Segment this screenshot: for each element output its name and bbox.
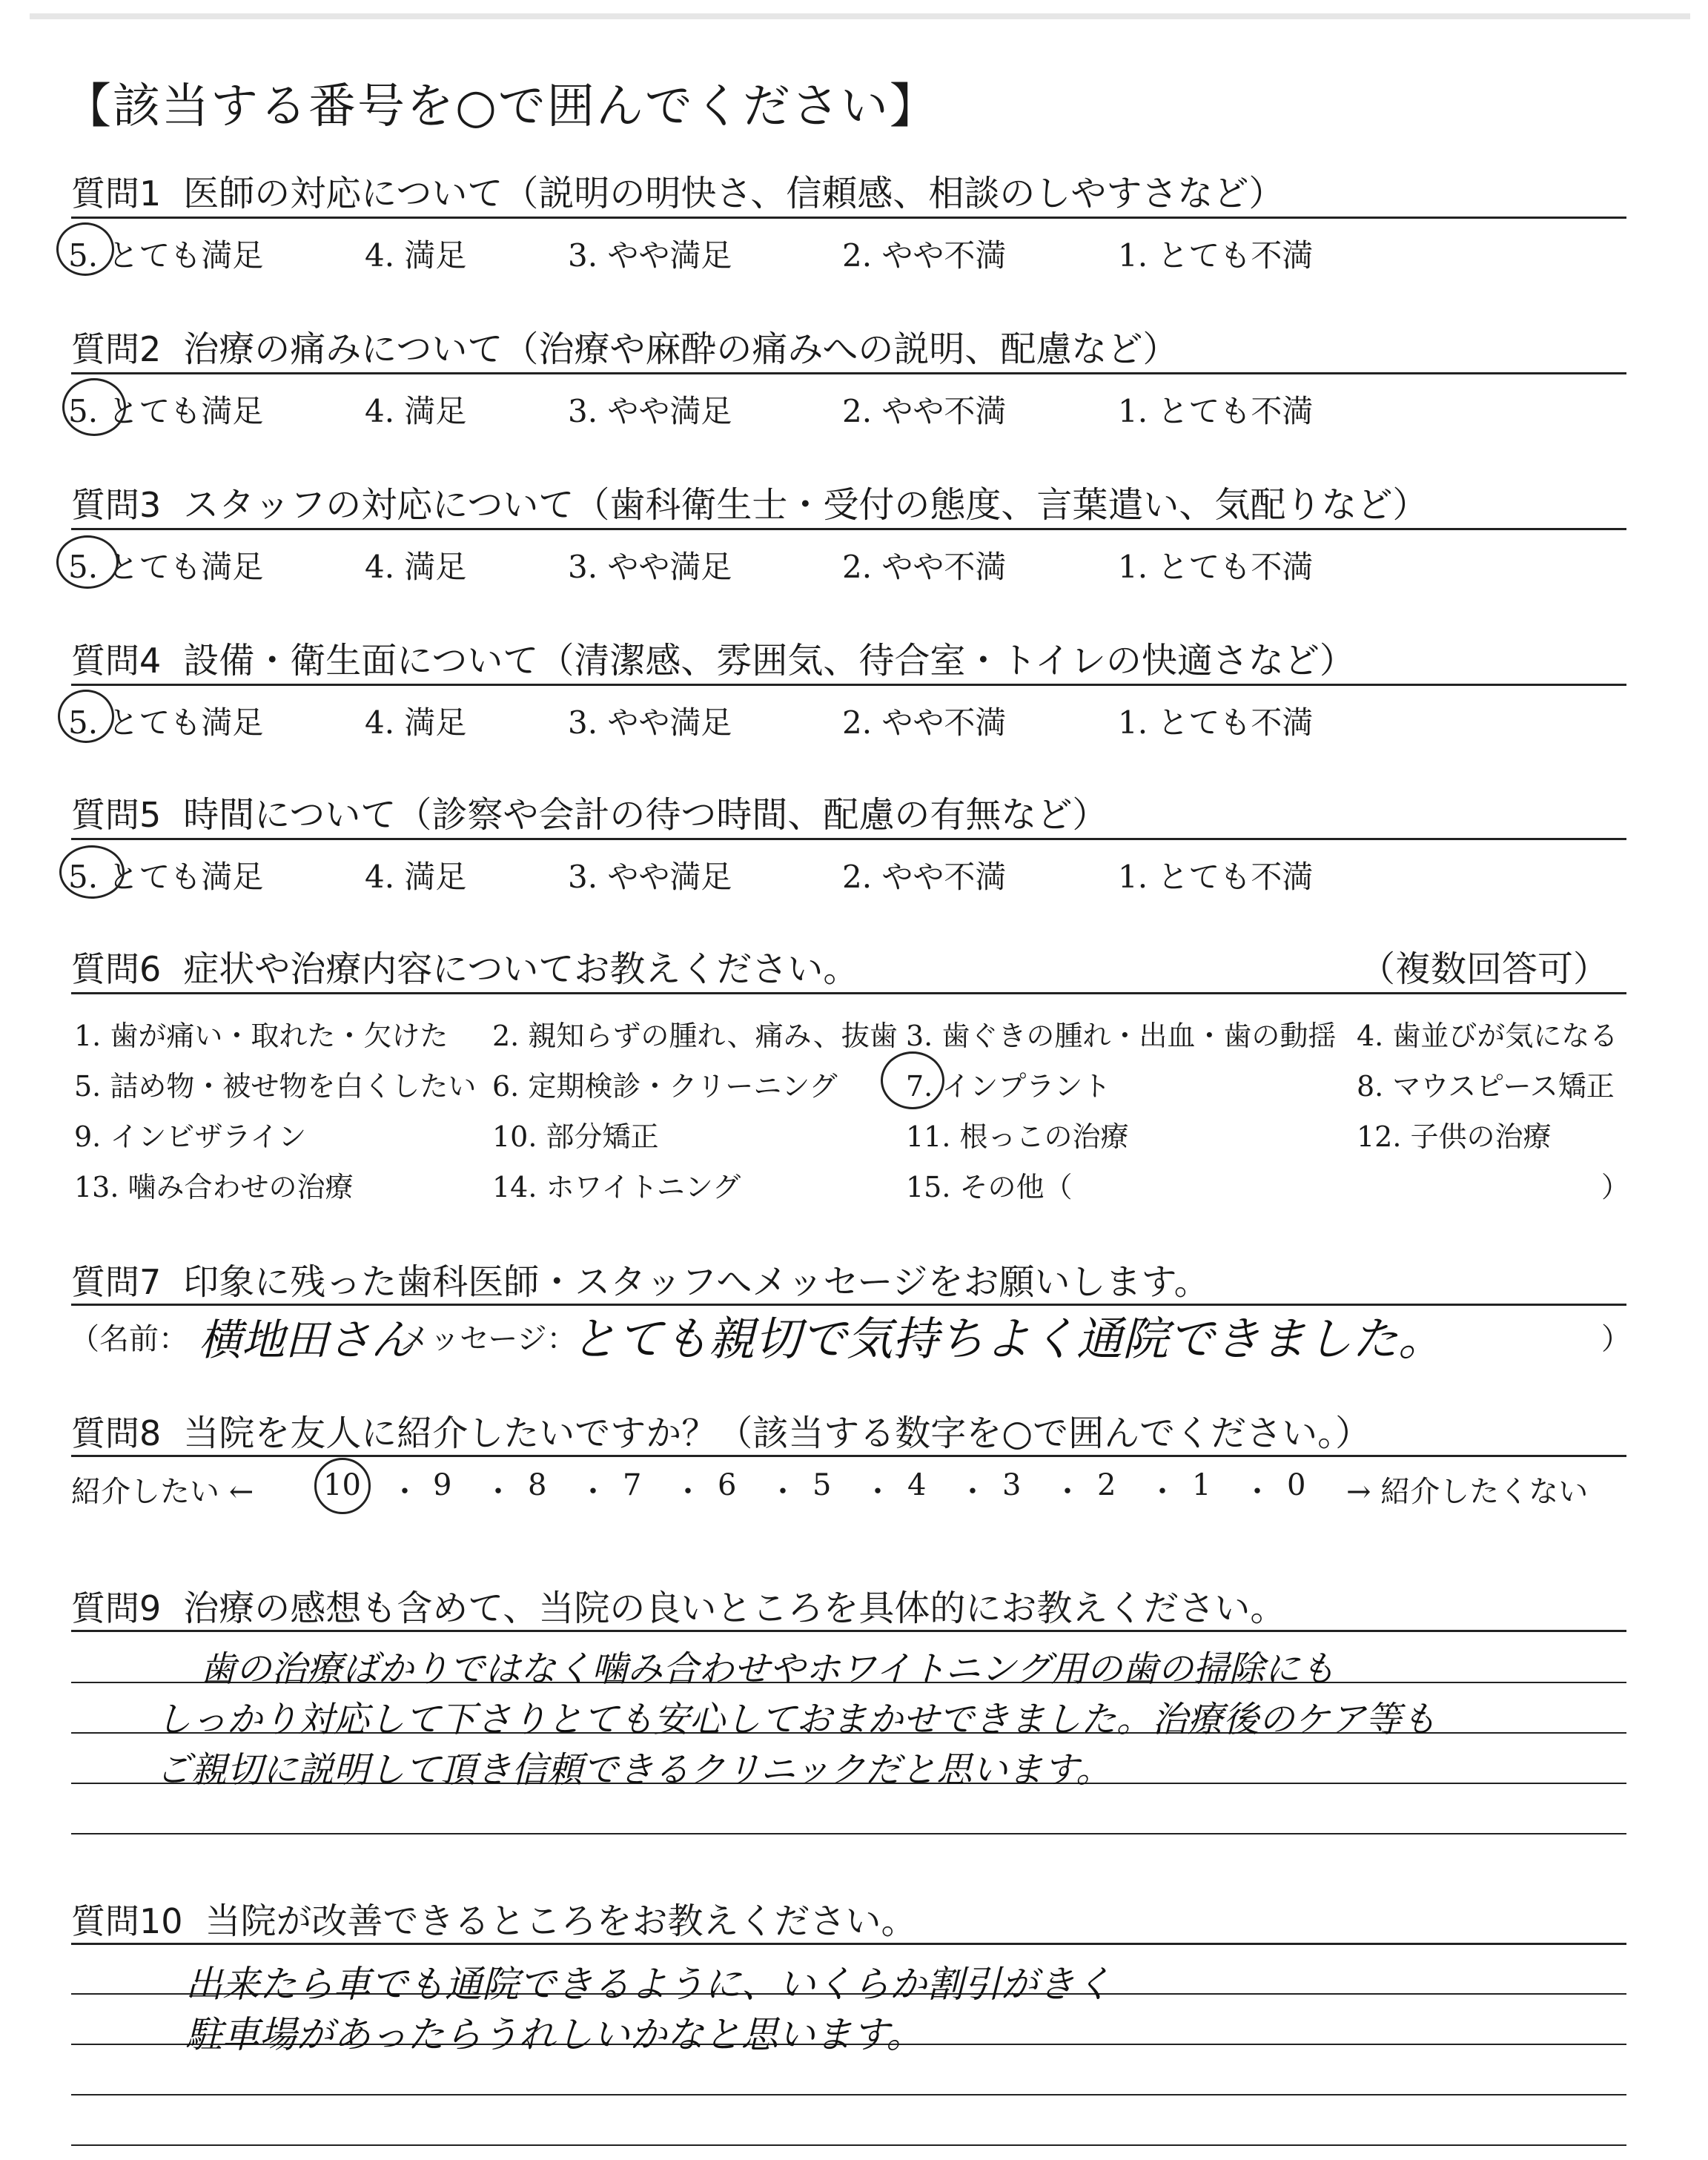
scale-dot: ・ — [958, 1475, 987, 1509]
rule — [71, 992, 1626, 994]
q10-answer-line-1[interactable]: 出来たら車でも通院できるように、いくらか割引がきく — [185, 1963, 1112, 2006]
question-6-title — [71, 940, 858, 991]
q9-answer-line-2[interactable]: しっかり対応して下さりとても安心しておまかせできました。治療後のケア等も — [156, 1699, 1437, 1740]
scale-value[interactable]: 6 — [718, 1468, 737, 1502]
q5-choice-3[interactable]: 3. やや満足 — [568, 859, 732, 895]
question-8-title — [71, 1404, 1371, 1456]
q2-choice-1[interactable]: 1. とても不満 — [1118, 393, 1314, 429]
rule — [71, 372, 1626, 374]
q4-choice-2[interactable]: 2. やや不満 — [842, 704, 1007, 741]
symptom-other-close: ） — [1601, 1171, 1630, 1203]
q6-selected-circle — [881, 1051, 944, 1109]
q5-choice-4[interactable]: 4. 満足 — [365, 859, 467, 895]
q1-choice-3[interactable]: 3. やや満足 — [568, 237, 732, 274]
q1-choice-4[interactable]: 4. 満足 — [365, 237, 467, 274]
scale-dot: ・ — [483, 1475, 513, 1509]
symptom-option[interactable]: 6. 定期検診・クリーニング — [492, 1070, 838, 1103]
scale-dot: ・ — [673, 1475, 703, 1509]
q5-choice-2[interactable]: 2. やや不満 — [842, 859, 1007, 895]
q2-choice-5[interactable]: 5. とても満足 — [68, 393, 264, 429]
question-text: 当院が改善できるところをお教えください。 — [205, 1900, 917, 1942]
rule — [71, 684, 1626, 686]
question-number: 質問2 — [71, 329, 162, 369]
q4-choice-3[interactable]: 3. やや満足 — [568, 704, 732, 741]
symptom-option-other[interactable]: 15. その他（ — [906, 1171, 1073, 1203]
q1-choice-2[interactable]: 2. やや不満 — [842, 237, 1007, 274]
question-2-title — [71, 320, 1178, 371]
symptom-option[interactable]: 1. 歯が痛い・取れた・欠けた — [74, 1020, 448, 1052]
q5-selected-circle — [59, 845, 125, 899]
question-number: 質問5 — [71, 795, 162, 835]
q3-choice-4[interactable]: 4. 満足 — [365, 549, 467, 585]
answer-line — [71, 2094, 1626, 2095]
scale-value[interactable]: 10 — [323, 1468, 361, 1502]
symptom-option[interactable]: 3. 歯ぐきの腫れ・出血・歯の動揺 — [906, 1020, 1337, 1052]
rule — [71, 1455, 1626, 1457]
question-text: 設備・衛生面について（清潔感、雰囲気、待合室・トイレの快適さなど） — [183, 640, 1355, 681]
scale-dot: ・ — [1053, 1475, 1082, 1509]
message-value[interactable]: とても親切で気持ちよく通院できました。 — [571, 1312, 1445, 1366]
q2-selected-circle — [62, 378, 126, 436]
question-number: 質問4 — [71, 641, 162, 681]
scale-dot: ・ — [390, 1475, 420, 1509]
question-number: 質問9 — [71, 1588, 162, 1628]
q4-choice-4[interactable]: 4. 満足 — [365, 704, 467, 741]
q3-choice-1[interactable]: 1. とても不満 — [1118, 549, 1314, 585]
rule — [71, 217, 1626, 219]
question-text: 治療の感想も含めて、当院の良いところを具体的にお教えください。 — [183, 1588, 1286, 1629]
question-number: 質問8 — [71, 1413, 162, 1453]
question-4-title — [71, 632, 1355, 683]
q1-choice-5[interactable]: 5. とても満足 — [68, 237, 264, 274]
scale-left-label: 紹介したい ← — [71, 1475, 254, 1509]
symptom-option[interactable]: 10. 部分矯正 — [492, 1120, 659, 1153]
q3-choice-5[interactable]: 5. とても満足 — [68, 549, 264, 585]
message-close: ） — [1601, 1322, 1631, 1356]
answer-line — [71, 2144, 1626, 2146]
question-number: 質問10 — [71, 1901, 183, 1941]
multiple-answers-note: （複数回答可） — [1360, 948, 1609, 990]
question-number: 質問1 — [71, 174, 162, 214]
symptom-option[interactable]: 14. ホワイトニング — [492, 1171, 741, 1203]
scale-value[interactable]: 2 — [1097, 1468, 1116, 1502]
q3-choice-3[interactable]: 3. やや満足 — [568, 549, 732, 585]
question-5-title — [71, 786, 1108, 837]
name-value[interactable]: 横地田さん — [199, 1315, 414, 1365]
q10-answer-line-2[interactable]: 駐車場があったらうれしいかなと思います。 — [185, 2013, 924, 2056]
q1-selected-circle — [56, 222, 114, 276]
page-heading: 【該当する番号を○で囲んでください】 — [64, 79, 939, 134]
rule — [71, 1943, 1626, 1945]
scale-value[interactable]: 9 — [433, 1468, 452, 1502]
question-number: 質問7 — [71, 1262, 162, 1302]
scale-value[interactable]: 1 — [1192, 1468, 1211, 1502]
question-9-title — [71, 1579, 1285, 1631]
scale-value[interactable]: 0 — [1287, 1468, 1306, 1502]
question-text: 印象に残った歯科医師・スタッフへメッセージをお願いします。 — [183, 1261, 1210, 1303]
q4-selected-circle — [58, 690, 114, 743]
scale-dot: ・ — [1148, 1475, 1177, 1509]
answer-line — [71, 1833, 1626, 1834]
scale-value[interactable]: 3 — [1002, 1468, 1022, 1502]
scale-dot: ・ — [578, 1475, 608, 1509]
scale-dot: ・ — [1242, 1475, 1272, 1509]
symptom-option[interactable]: 9. インビザライン — [74, 1120, 307, 1153]
rule — [71, 1630, 1626, 1632]
question-number: 質問6 — [71, 949, 162, 989]
question-number: 質問3 — [71, 485, 162, 525]
question-text: 症状や治療内容についてお教えください。 — [183, 948, 859, 990]
q8-selected-circle — [314, 1458, 371, 1514]
symptom-option[interactable]: 13. 噛み合わせの治療 — [74, 1171, 354, 1203]
scale-value[interactable]: 7 — [623, 1468, 642, 1502]
rule — [71, 528, 1626, 530]
rule — [71, 838, 1626, 840]
symptom-option[interactable]: 11. 根っこの治療 — [906, 1120, 1129, 1153]
symptom-option[interactable]: 4. 歯並びが気になる — [1357, 1020, 1618, 1052]
question-text: 当院を友人に紹介したいですか？（該当する数字を○で囲んでください。） — [183, 1413, 1371, 1454]
scale-value[interactable]: 5 — [812, 1468, 832, 1502]
q4-choice-1[interactable]: 1. とても不満 — [1118, 704, 1314, 741]
q1-choice-1[interactable]: 1. とても不満 — [1118, 237, 1314, 274]
message-label: メッセージ： — [400, 1322, 577, 1356]
scale-value[interactable]: 8 — [528, 1468, 547, 1502]
symptom-option[interactable]: 12. 子供の治療 — [1357, 1120, 1552, 1153]
question-10-title — [71, 1892, 917, 1943]
symptom-option[interactable]: 7. インプラント — [906, 1070, 1111, 1103]
q5-choice-1[interactable]: 1. とても不満 — [1118, 859, 1314, 895]
question-text: 医師の対応について（説明の明快さ、信頼感、相談のしやすさなど） — [183, 173, 1285, 214]
q2-choice-2[interactable]: 2. やや不満 — [842, 393, 1007, 429]
scan-edge — [30, 13, 1690, 19]
q3-selected-circle — [56, 535, 119, 589]
symptom-option[interactable]: 5. 詰め物・被せ物を白くしたい — [74, 1070, 477, 1103]
scale-dot: ・ — [863, 1475, 893, 1509]
q3-choice-2[interactable]: 2. やや不満 — [842, 549, 1007, 585]
question-text: 治療の痛みについて（治療や麻酔の痛みへの説明、配慮など） — [183, 328, 1179, 370]
question-text: 時間について（診察や会計の待つ時間、配慮の有無など） — [183, 794, 1108, 836]
q2-choice-4[interactable]: 4. 満足 — [365, 393, 467, 429]
question-text: スタッフの対応について（歯科衛生士・受付の態度、言葉遣い、気配りなど） — [183, 484, 1429, 526]
q2-choice-3[interactable]: 3. やや満足 — [568, 393, 732, 429]
scale-value[interactable]: 4 — [907, 1468, 927, 1502]
q9-answer-line-1[interactable]: 歯の治療ばかりではなく噛み合わせやホワイトニング用の歯の掃除にも — [200, 1648, 1336, 1690]
question-1-title — [71, 165, 1284, 216]
q9-answer-line-3[interactable]: ご親切に説明して頂き信頼できるクリニックだと思います。 — [156, 1749, 1112, 1791]
question-7-title — [71, 1253, 1210, 1304]
q5-choice-5[interactable]: 5. とても満足 — [68, 859, 264, 895]
symptom-option[interactable]: 8. マウスピース矯正 — [1357, 1070, 1615, 1103]
scale-dot: ・ — [768, 1475, 798, 1509]
q4-choice-5[interactable]: 5. とても満足 — [68, 704, 264, 741]
symptom-option[interactable]: 2. 親知らずの腫れ、痛み、抜歯 — [492, 1020, 898, 1052]
name-label: （名前： — [70, 1322, 188, 1356]
scale-right-label: → 紹介したくない — [1346, 1475, 1589, 1509]
question-3-title — [71, 476, 1428, 527]
